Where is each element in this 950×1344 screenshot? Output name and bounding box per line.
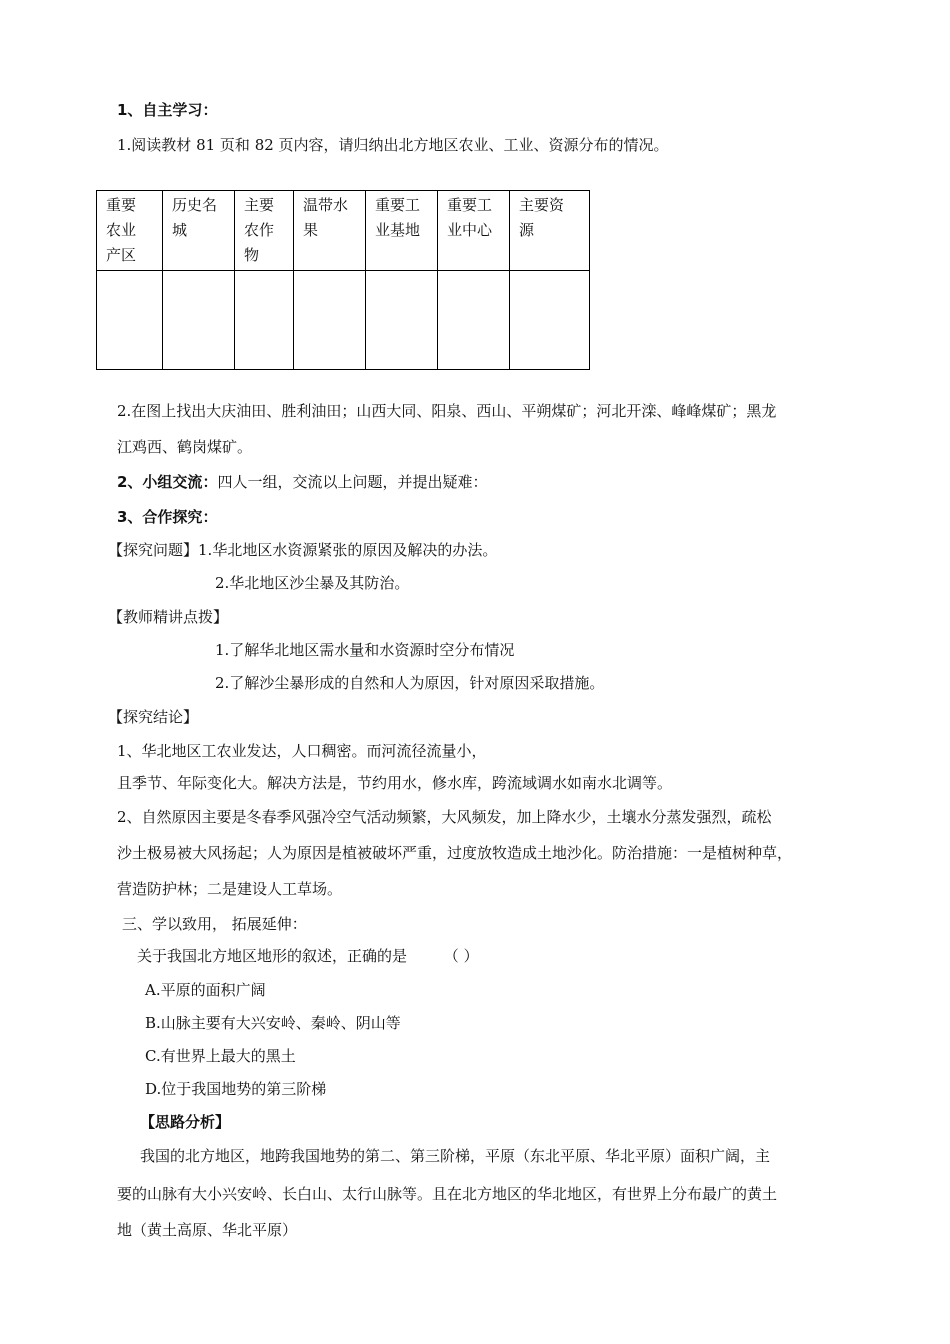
conclusion-1-line-1: 1、华北地区工农业发达，人口稠密。而河流径流量小， (117, 742, 487, 760)
inquiry-item-1: 1.华北地区水资源紧张的原因及解决的办法。 (198, 541, 498, 559)
question-1-text: 1.阅读教材 81 页和 82 页内容，请归纳出北方地区农业、工业、资源分布的情况。 (117, 136, 669, 154)
inquiry-label: 【探究问题】 (108, 541, 199, 559)
section-3-heading: 3、合作探究： (117, 508, 218, 526)
option-d: D.位于我国地势的第三阶梯 (145, 1080, 327, 1098)
table-header-cell: 主要 农作 物 (235, 191, 294, 271)
table-answer-row (97, 271, 590, 370)
section-1-heading: 1、自主学习： (117, 101, 218, 119)
table-header-cell: 历史名 城 (163, 191, 235, 271)
question-2-line-1: 2.在图上找出大庆油田、胜利油田；山西大同、阳泉、西山、平朔煤矿；河北开滦、峰峰煤矿；黑龙 (117, 402, 777, 420)
analysis-label: 【思路分析】 (140, 1113, 231, 1131)
table-answer-cell[interactable] (163, 271, 235, 370)
table-answer-cell[interactable] (366, 271, 438, 370)
section-2-heading: 2、小组交流： (117, 473, 218, 491)
analysis-line-1: 我国的北方地区，地跨我国地势的第二、第三阶梯，平原（东北平原、华北平原）面积广阔，主 (140, 1147, 771, 1165)
teacher-guidance-item-1: 1.了解华北地区需水量和水资源时空分布情况 (215, 641, 515, 659)
distribution-table (96, 190, 590, 370)
option-b: B.山脉主要有大兴安岭、秦岭、阴山等 (145, 1014, 401, 1032)
teacher-guidance-item-2: 2.了解沙尘暴形成的自然和人为原因，针对原因采取措施。 (215, 674, 605, 692)
table-answer-cell[interactable] (235, 271, 294, 370)
option-c: C.有世界上最大的黑土 (145, 1047, 296, 1065)
inquiry-item-2: 2.华北地区沙尘暴及其防治。 (215, 574, 410, 592)
conclusion-1-line-2: 且季节、年际变化大。解决方法是，节约用水，修水库，跨流域调水如南水北调等。 (117, 774, 673, 792)
question-2-line-2: 江鸡西、鹤岗煤矿。 (117, 438, 253, 456)
table-header-cell: 重要工 业基地 (366, 191, 438, 271)
section-4-heading: 三、学以致用， 拓展延伸： (122, 915, 307, 933)
table-answer-cell[interactable] (97, 271, 163, 370)
conclusion-label: 【探究结论】 (108, 708, 199, 726)
table-header-cell: 重要 农业 产区 (97, 191, 163, 271)
table-header-row (97, 191, 590, 271)
practice-question (137, 946, 479, 966)
teacher-guidance-label: 【教师精讲点拨】 (108, 608, 229, 626)
conclusion-2-line-1: 2、自然原因主要是冬春季风强冷空气活动频繁，大风频发，加上降水少，土壤水分蒸发强烈，疏松 (117, 808, 772, 826)
answer-bracket[interactable]: （ ） (443, 947, 479, 965)
section-2-line (117, 472, 487, 492)
practice-question-text: 关于我国北方地区地形的叙述，正确的是 (137, 947, 408, 965)
section-2-text: 四人一组，交流以上问题，并提出疑难： (217, 473, 488, 491)
conclusion-2-line-3: 营造防护林；二是建设人工草场。 (117, 880, 343, 898)
table-answer-cell[interactable] (510, 271, 590, 370)
table-answer-cell[interactable] (438, 271, 510, 370)
option-a: A.平原的面积广阔 (145, 981, 266, 999)
table-header-cell: 温带水 果 (294, 191, 366, 271)
table-header-cell: 重要工 业中心 (438, 191, 510, 271)
conclusion-2-line-2: 沙土极易被大风扬起；人为原因是植被破坏严重，过度放牧造成土地沙化。防治措施：一是植树种草， (117, 844, 793, 862)
table-answer-cell[interactable] (294, 271, 366, 370)
table-header-cell: 主要资 源 (510, 191, 590, 271)
inquiry-line-1 (108, 540, 497, 560)
analysis-line-3: 地（黄土高原、华北平原） (117, 1221, 298, 1239)
analysis-line-2: 要的山脉有大小兴安岭、长白山、太行山脉等。且在北方地区的华北地区，有世界上分布最广的黄土 (117, 1185, 778, 1203)
